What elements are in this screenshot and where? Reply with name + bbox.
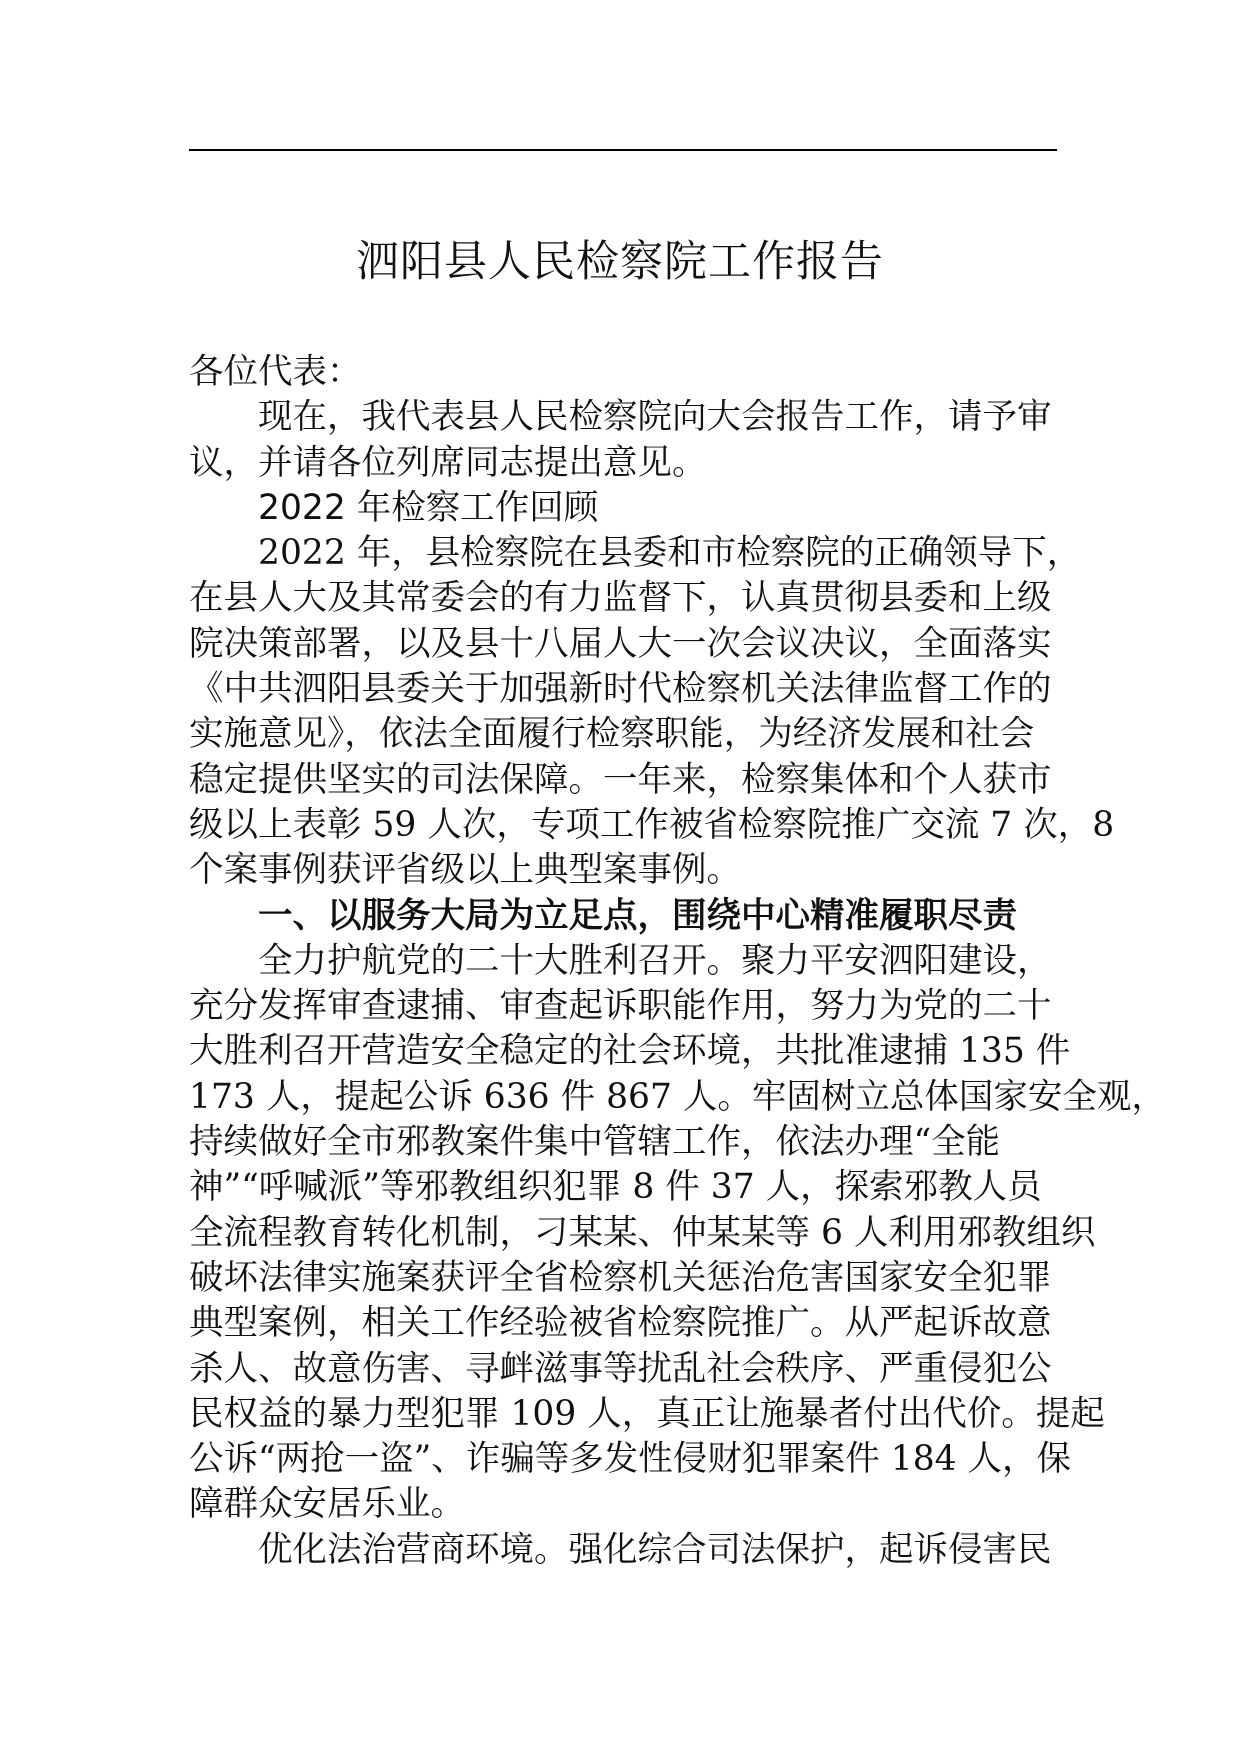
body-line: 个案事例获评省级以上典型案事例。	[189, 850, 741, 891]
body-line: 破坏法律实施案获评全省检察机关惩治危害国家安全犯罪	[189, 1257, 1052, 1298]
body-line: 民权益的暴力型犯罪 109 人，真正让施暴者付出代价。提起	[189, 1393, 1105, 1434]
body-line: 公诉“两抢一盗”、诈骗等多发性侵财犯罪案件 184 人，保	[189, 1439, 1072, 1480]
body-line: 大胜利召开营造安全稳定的社会环境，共批准逮捕 135 件	[189, 1031, 1071, 1072]
body-line: 全力护航党的二十大胜利召开。聚力平安泗阳建设，	[258, 940, 1052, 981]
body-line: 现在，我代表县人民检察院向大会报告工作，请予审	[258, 397, 1052, 438]
body-line: 173 人，提起公诉 636 件 867 人。牢固树立总体国家安全观，	[189, 1076, 1166, 1117]
section-heading: 2022 年检察工作回顾	[258, 487, 599, 528]
body-line: 2022 年，县检察院在县委和市检察院的正确领导下，	[258, 533, 1082, 574]
body-line: 充分发挥审查逮捕、审查起诉职能作用，努力为党的二十	[189, 986, 1052, 1027]
body-line: 杀人、故意伤害、寻衅滋事等扰乱社会秩序、严重侵犯公	[189, 1348, 1052, 1389]
body-line: 在县人大及其常委会的有力监督下，认真贯彻县委和上级	[189, 578, 1052, 619]
body-line: 障群众安居乐业。	[189, 1484, 465, 1525]
body-line: 全流程教育转化机制，刁某某、仲某某等 6 人利用邪教组织	[189, 1212, 1096, 1253]
body-line: 院决策部署，以及县十八届人大一次会议决议，全面落实	[189, 623, 1052, 664]
body-line: 持续做好全市邪教案件集中管辖工作，依法办理“全能	[189, 1122, 1001, 1163]
body-line: 稳定提供坚实的司法保障。一年来，检察集体和个人获市	[189, 759, 1052, 800]
report-body	[189, 350, 1166, 1573]
body-line: 议，并请各位列席同志提出意见。	[189, 442, 707, 483]
section-heading: 一、以服务大局为立足点，围绕中心精准履职尽责	[258, 895, 1017, 936]
body-line: 优化法治营商环境。强化综合司法保护，起诉侵害民	[258, 1529, 1052, 1570]
header-rule	[189, 149, 1057, 151]
body-line: 级以上表彰 59 人次，专项工作被省检察院推广交流 7 次，8	[189, 804, 1115, 845]
document-title: 泗阳县人民检察院工作报告	[356, 237, 884, 287]
body-line: 神”“呼喊派”等邪教组织犯罪 8 件 37 人，探索邪教人员	[189, 1167, 1042, 1208]
body-line: 典型案例，相关工作经验被省检察院推广。从严起诉故意	[189, 1303, 1052, 1344]
body-line: 实施意见》，依法全面履行检察职能，为经济发展和社会	[189, 714, 1035, 755]
salutation: 各位代表：	[189, 352, 362, 392]
body-line: 《中共泗阳县委关于加强新时代检察机关法律监督工作的	[189, 669, 1052, 710]
